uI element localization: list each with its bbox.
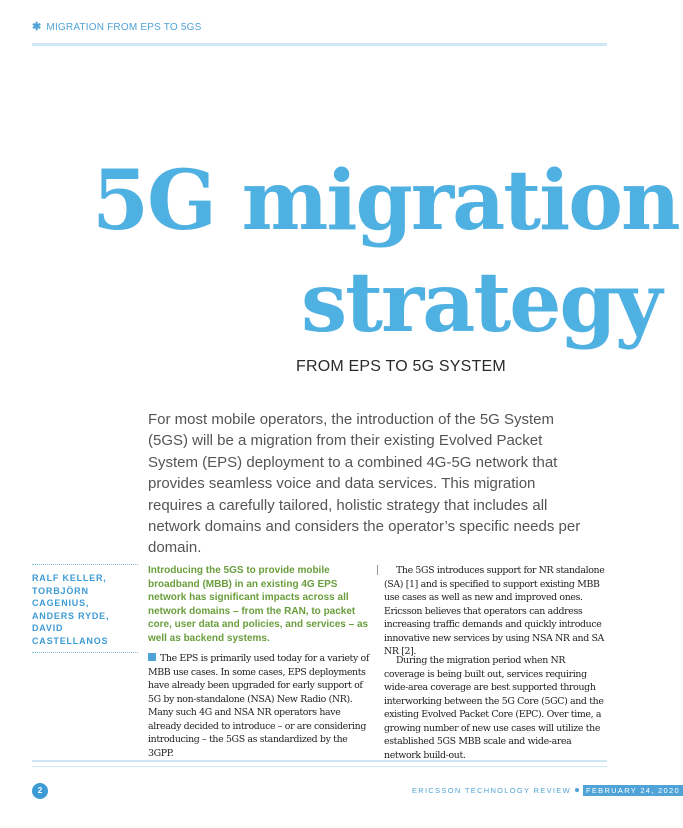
article-subtitle: FROM EPS TO 5G SYSTEM (296, 358, 506, 375)
publication-date: FEBRUARY 24, 2020 (583, 785, 683, 796)
footer-publication (412, 786, 683, 795)
separator-dot-icon (575, 788, 579, 792)
body-paragraph-col2-1: The 5GS introduces support for NR standalone (SA) [1] and is specified to support existing MBB use cases as well as new and improved ones. Ericsson believes that operators can address increasing traffic demands and quickly introduce innovative new services by using NSA NR and SA NR [2]. (384, 565, 605, 657)
paragraph-marker-icon (148, 653, 156, 661)
author-name: RALF KELLER, (32, 573, 107, 583)
article-title-line1: 5G migration (92, 153, 679, 249)
author-list (32, 564, 138, 653)
asterisk-icon: ✱ (32, 21, 42, 33)
section-title: MIGRATION FROM EPS TO 5GS (46, 22, 202, 33)
author-name: TORBJÖRN CAGENIUS, (32, 585, 90, 608)
footer-divider-thin (32, 766, 607, 767)
header-divider (32, 43, 607, 46)
lead-paragraph: Introducing the 5GS to provide mobile broadband (MBB) in an existing 4G EPS network has significant impacts across all network domains – from the RAN, to packet core, user data and policies, and services – as well as backend systems. (148, 565, 369, 644)
intro-paragraph: For most mobile operators, the introduction of the 5G System (5GS) will be a migration from their existing Evolved Packet System (EPS) deployment to a combined 4G-5G network that provides seamless voice and data services. This migration requires a carefully tailored, holistic strategy that includes all network domains and considers the operator’s specific needs per domain. (148, 411, 581, 557)
author-name: DAVID CASTELLANOS (32, 623, 109, 646)
author-name: ANDERS RYDE, (32, 610, 110, 621)
article-title-line2: strategy (301, 255, 661, 351)
publication-name: ERICSSON TECHNOLOGY REVIEW (412, 786, 571, 795)
footer-divider (32, 760, 607, 762)
body-paragraph-text: The EPS is primarily used today for a variety of MBB use cases. In some cases, EPS deployments have already been upgraded for early support of 5G by non-standalone (NSA) New Radio (NR). Many such 4G and NSA NR operators have already decided to introduce – or are considering introducing – the 5GS as standardized by the 3GPP. (148, 653, 369, 759)
body-paragraph-col1 (148, 652, 370, 760)
body-paragraph-col2-2: During the migration period when NR coverage is being built out, services requiring wide-area coverage are best supported through interworking between the 5G Core (5GC) and the existing Evolved Packet Core (EPC). Over time, a growing number of new use cases will utilize the established 5GS MBB scale and wide-area network build-out. (384, 655, 604, 761)
column-marker (377, 565, 378, 575)
section-header (32, 20, 201, 33)
page-number: 2 (32, 783, 48, 799)
